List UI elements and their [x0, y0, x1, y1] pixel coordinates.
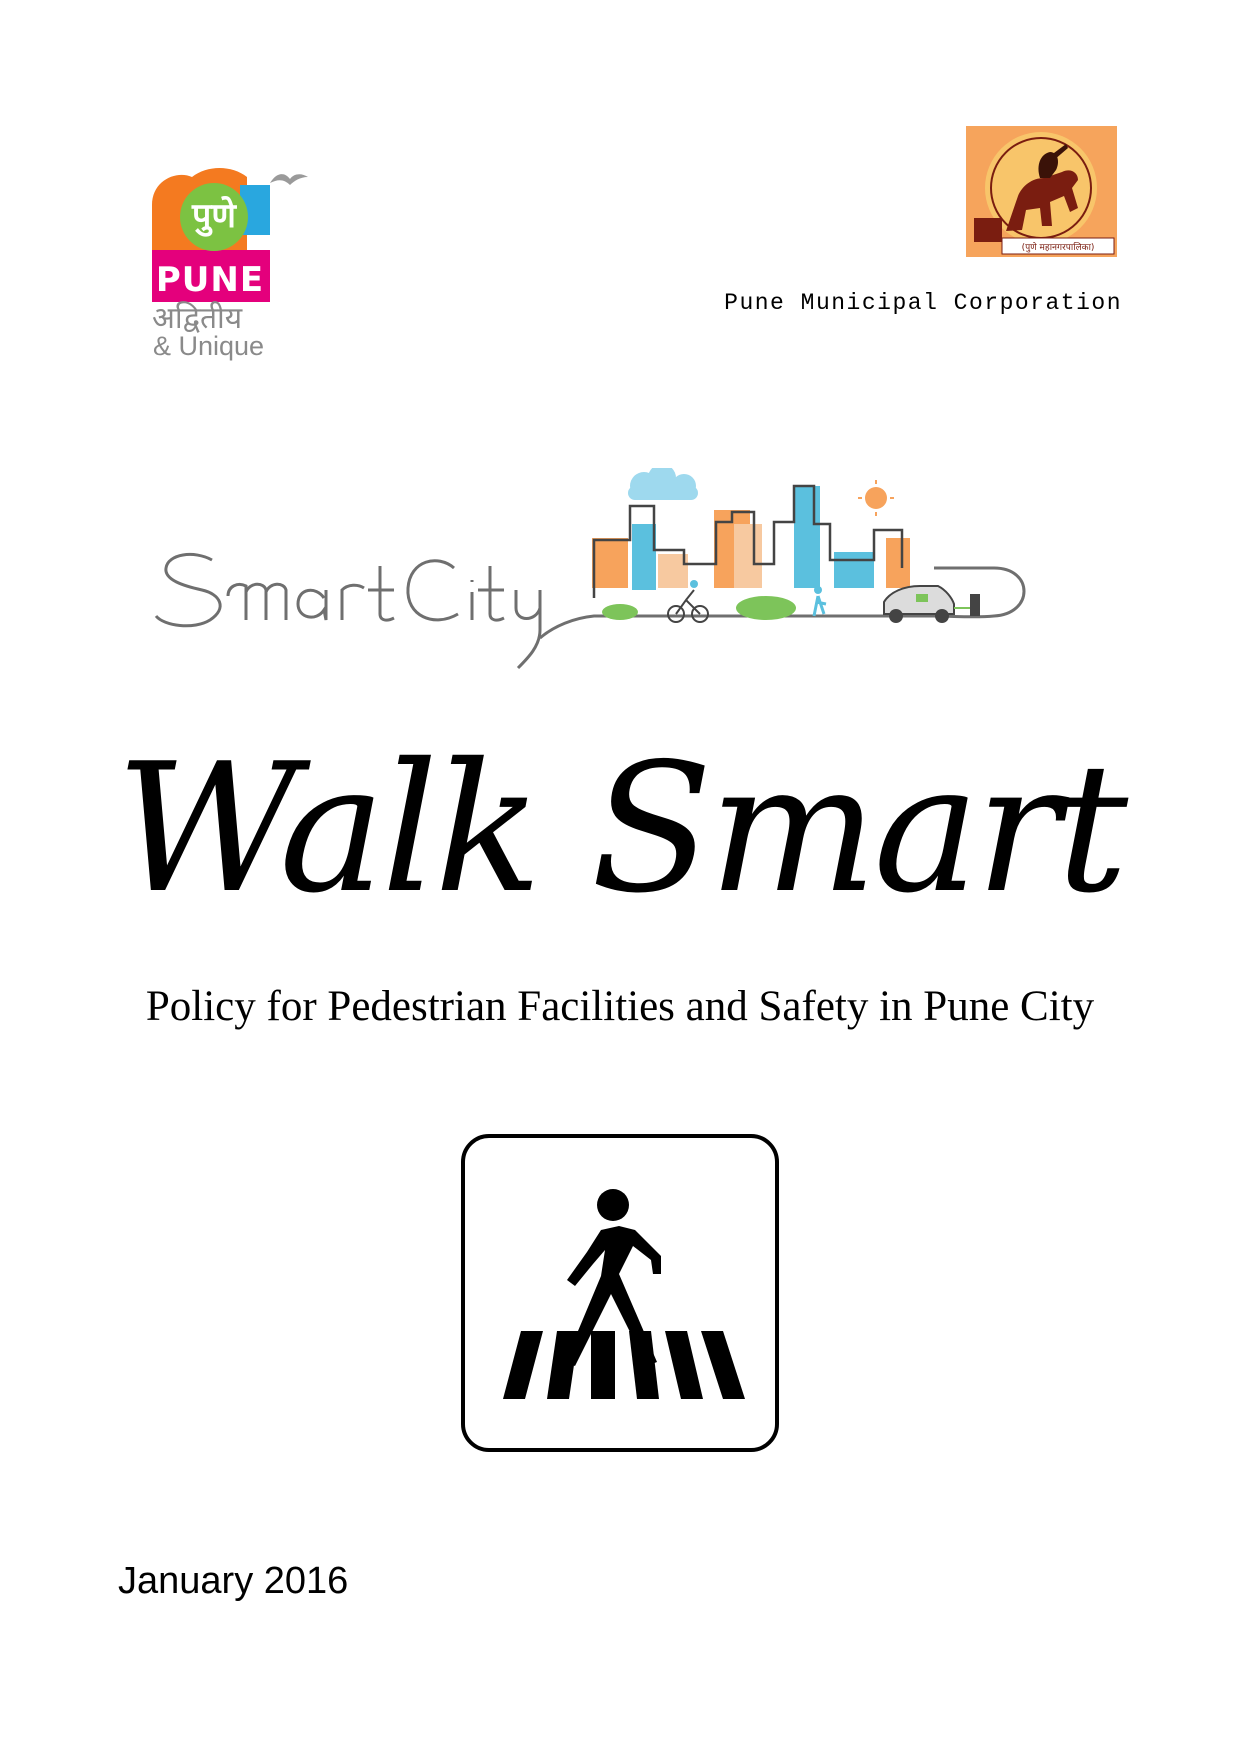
- sun-icon: [858, 480, 894, 516]
- pune-wordmark-devanagari: पुणे: [192, 196, 236, 236]
- pune-tagline-devanagari: अद्वितीय: [152, 301, 243, 336]
- municipal-corporation-seal: [966, 126, 1117, 257]
- smart-city-banner: [154, 468, 1094, 683]
- organization-name: Pune Municipal Corporation: [724, 290, 1122, 316]
- publication-date: January 2016: [118, 1560, 349, 1602]
- subtitle: Policy for Pedestrian Facilities and Safety in Pune City: [145, 983, 1095, 1030]
- main-title: Walk Smart: [115, 725, 1125, 932]
- pune-tagline-english: & Unique: [153, 331, 265, 361]
- cloud-icon: [628, 468, 698, 500]
- pune-wordmark-latin: PUNE: [155, 260, 265, 300]
- seal-lettering: (पुणे महानगरपालिका): [1021, 243, 1095, 253]
- pedestrian-crossing-icon: [461, 1134, 779, 1452]
- walker-icon: [814, 586, 826, 616]
- city-skyline: [592, 486, 910, 598]
